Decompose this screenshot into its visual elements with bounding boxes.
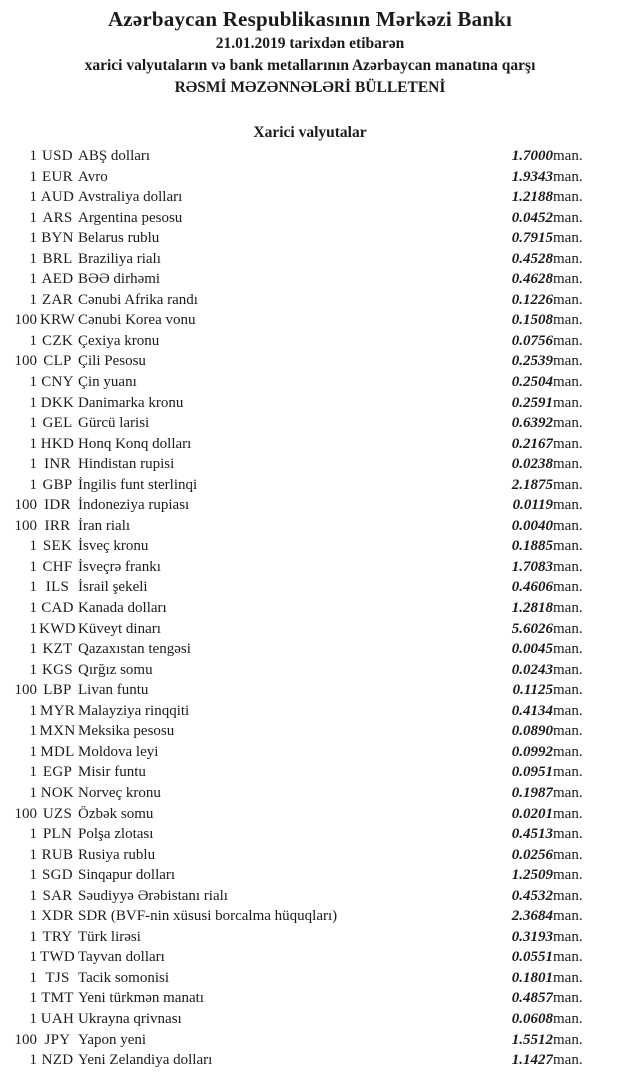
unit-label-cell: man.	[553, 291, 583, 308]
quantity-cell: 1	[29, 702, 37, 719]
currency-code-cell: AUD	[40, 189, 75, 206]
quantity-cell: 1	[29, 374, 37, 391]
unit-label-cell: man.	[553, 538, 583, 555]
unit-label-cell: man.	[553, 661, 583, 678]
currency-code-cell: MDL	[40, 743, 75, 760]
currency-row	[0, 701, 620, 722]
currency-row	[0, 598, 620, 619]
unit-label-cell: man.	[553, 908, 583, 925]
rate-value-cell: 1.9343	[511, 168, 553, 185]
currency-code-cell: PLN	[42, 826, 73, 843]
currency-code-cell: UZS	[42, 805, 73, 822]
subtitle-line: xarici valyutaların və bank metallarının Azərbaycan manatına qarşı	[84, 57, 536, 74]
currency-name-cell: Səudiyyə Ərəbistanı rialı	[78, 887, 228, 904]
quantity-cell: 1	[29, 887, 37, 904]
unit-label-cell: man.	[553, 784, 583, 801]
effective-date-line: 21.01.2019 tarixdən etibarən	[215, 35, 405, 52]
currency-name-cell: Moldova leyi	[78, 743, 159, 760]
unit-label-cell: man.	[553, 764, 583, 781]
currency-row	[0, 187, 620, 208]
unit-label-cell: man.	[553, 928, 583, 945]
currency-code-cell: KWD	[39, 620, 76, 637]
currency-name-cell: Çili Pesosu	[78, 353, 146, 370]
currency-code-cell: CHF	[42, 558, 73, 575]
currency-row	[0, 167, 620, 188]
rate-value-cell: 0.4532	[511, 887, 553, 904]
quantity-cell: 1	[29, 600, 37, 617]
currency-row	[0, 1050, 620, 1071]
unit-label-cell: man.	[553, 723, 583, 740]
unit-label-cell: man.	[553, 332, 583, 349]
currency-name-cell: Meksika pesosu	[78, 723, 175, 740]
quantity-cell: 1	[29, 476, 37, 493]
currency-row	[0, 393, 620, 414]
unit-label-cell: man.	[553, 250, 583, 267]
quantity-cell: 1	[29, 538, 37, 555]
unit-label-cell: man.	[553, 558, 583, 575]
quantity-cell: 1	[29, 826, 37, 843]
currency-row	[0, 886, 620, 907]
currency-code-cell: LBP	[43, 682, 72, 699]
currency-code-cell: NZD	[41, 1052, 74, 1069]
currency-row	[0, 906, 620, 927]
rate-value-cell: 0.0201	[511, 805, 553, 822]
unit-label-cell: man.	[553, 312, 583, 329]
unit-label-cell: man.	[553, 867, 583, 884]
quantity-cell: 1	[29, 579, 37, 596]
currency-row	[0, 208, 620, 229]
currency-name-cell: Hindistan rupisi	[78, 456, 175, 473]
quantity-cell: 1	[29, 209, 37, 226]
currency-name-cell: Kanada dolları	[78, 600, 167, 617]
currency-code-cell: CLP	[43, 353, 72, 370]
rate-value-cell: 1.2188	[511, 189, 553, 206]
unit-label-cell: man.	[553, 148, 583, 164]
unit-label-cell: man.	[553, 168, 583, 185]
section-title-foreign-currencies: Xarici valyutalar	[253, 124, 367, 141]
rate-value-cell: 0.0951	[511, 764, 553, 781]
rate-value-cell: 0.0452	[511, 209, 553, 226]
rate-value-cell: 0.1508	[511, 312, 553, 329]
currency-code-cell: IDR	[44, 497, 71, 514]
unit-label-cell: man.	[553, 620, 583, 637]
currency-name-cell: Livan funtu	[78, 682, 149, 699]
currency-row	[0, 290, 620, 311]
currency-code-cell: BYN	[41, 230, 74, 247]
rate-value-cell: 0.7915	[511, 230, 553, 247]
currency-name-cell: Sinqapur dolları	[78, 867, 176, 884]
currency-row	[0, 783, 620, 804]
quantity-cell: 1	[29, 271, 37, 288]
rate-value-cell: 0.1885	[511, 538, 553, 555]
currency-name-cell: Gürcü larisi	[78, 415, 150, 432]
quantity-cell: 1	[29, 189, 37, 206]
quantity-cell: 1	[29, 558, 37, 575]
currency-name-cell: Honq Konq dolları	[78, 435, 192, 452]
currency-code-cell: SGD	[42, 867, 73, 884]
quantity-cell: 1	[29, 250, 37, 267]
currency-code-cell: TJS	[45, 969, 70, 986]
rate-value-cell: 0.0992	[511, 743, 553, 760]
rate-value-cell: 0.0243	[511, 661, 553, 678]
currency-code-cell: KZT	[42, 641, 73, 658]
rate-value-cell: 0.0551	[511, 949, 553, 966]
rate-value-cell: 0.2504	[511, 374, 553, 391]
rate-value-cell: 1.2818	[511, 600, 553, 617]
currency-name-cell: Küveyt dinarı	[78, 620, 161, 637]
rate-value-cell: 0.4134	[511, 702, 553, 719]
unit-label-cell: man.	[553, 415, 583, 432]
unit-label-cell: man.	[553, 209, 583, 226]
currency-name-cell: İsveç kronu	[78, 538, 149, 555]
rate-value-cell: 0.1226	[511, 291, 553, 308]
currency-name-cell: BƏƏ dirhəmi	[78, 271, 161, 288]
unit-label-cell: man.	[553, 435, 583, 452]
unit-label-cell: man.	[553, 476, 583, 493]
currency-row	[0, 454, 620, 475]
unit-label-cell: man.	[553, 271, 583, 288]
rate-value-cell: 0.2167	[511, 435, 553, 452]
quantity-cell: 1	[29, 641, 37, 658]
quantity-cell: 1	[29, 908, 37, 925]
quantity-cell: 100	[14, 497, 37, 514]
quantity-cell: 1	[29, 661, 37, 678]
currency-name-cell: Misir funtu	[78, 764, 146, 781]
unit-label-cell: man.	[553, 353, 583, 370]
currency-name-cell: Çexiya kronu	[78, 332, 160, 349]
quantity-cell: 100	[14, 312, 37, 329]
quantity-cell: 100	[14, 353, 37, 370]
currency-row	[0, 762, 620, 783]
rate-value-cell: 0.0890	[511, 723, 553, 740]
quantity-cell: 1	[29, 990, 37, 1007]
quantity-cell: 100	[14, 805, 37, 822]
currency-row	[0, 516, 620, 537]
unit-label-cell: man.	[553, 394, 583, 411]
quantity-cell: 1	[29, 620, 37, 637]
quantity-cell: 100	[14, 682, 37, 699]
bank-title: Azərbaycan Respublikasının Mərkəzi Bankı	[107, 7, 513, 31]
unit-label-cell: man.	[553, 949, 583, 966]
currency-row	[0, 249, 620, 270]
rate-value-cell: 0.2591	[511, 394, 553, 411]
unit-label-cell: man.	[553, 846, 583, 863]
unit-label-cell: man.	[553, 682, 583, 699]
quantity-cell: 1	[29, 291, 37, 308]
quantity-cell: 1	[29, 168, 37, 185]
currency-row	[0, 228, 620, 249]
currency-row	[0, 660, 620, 681]
currency-name-cell: Argentina pesosu	[78, 209, 183, 226]
currency-code-cell: TWD	[39, 949, 76, 966]
unit-label-cell: man.	[553, 517, 583, 534]
currency-code-cell: SAR	[42, 887, 73, 904]
quantity-cell: 1	[29, 230, 37, 247]
quantity-cell: 1	[29, 949, 37, 966]
currency-code-cell: ILS	[45, 579, 70, 596]
currency-name-cell: ABŞ dolları	[78, 148, 151, 164]
currency-rates-table	[0, 146, 620, 1071]
rate-value-cell: 1.2509	[511, 867, 553, 884]
currency-row	[0, 557, 620, 578]
currency-name-cell: İsrail şekeli	[78, 579, 148, 596]
unit-label-cell: man.	[553, 189, 583, 206]
currency-name-cell: Cənubi Korea vonu	[78, 312, 196, 329]
unit-label-cell: man.	[553, 579, 583, 596]
quantity-cell: 1	[29, 928, 37, 945]
quantity-cell: 1	[29, 148, 37, 164]
currency-name-cell: Avstraliya dolları	[78, 189, 183, 206]
rate-value-cell: 0.3193	[511, 928, 553, 945]
currency-name-cell: Tayvan dolları	[78, 949, 165, 966]
currency-code-cell: JPY	[44, 1031, 71, 1048]
currency-name-cell: Danimarka kronu	[78, 394, 184, 411]
currency-code-cell: CNY	[41, 374, 74, 391]
currency-row	[0, 680, 620, 701]
bulletin-title-line: RƏSMİ MƏZƏNNƏLƏRİ BÜLLETENİ	[174, 79, 446, 96]
currency-row	[0, 577, 620, 598]
unit-label-cell: man.	[553, 641, 583, 658]
currency-row	[0, 351, 620, 372]
currency-row	[0, 845, 620, 866]
currency-code-cell: GBP	[42, 476, 73, 493]
unit-label-cell: man.	[553, 497, 583, 514]
currency-row	[0, 310, 620, 331]
quantity-cell: 1	[29, 743, 37, 760]
currency-code-cell: GEL	[42, 415, 73, 432]
currency-code-cell: TMT	[41, 990, 74, 1007]
unit-label-cell: man.	[553, 1052, 583, 1069]
currency-code-cell: UAH	[40, 1010, 75, 1027]
currency-code-cell: CAD	[41, 600, 74, 617]
currency-row	[0, 988, 620, 1009]
currency-name-cell: Özbək somu	[78, 805, 154, 822]
currency-name-cell: Qazaxıstan tengəsi	[78, 641, 191, 658]
rate-value-cell: 0.2539	[511, 353, 553, 370]
unit-label-cell: man.	[553, 374, 583, 391]
quantity-cell: 1	[29, 1010, 37, 1027]
currency-code-cell: MYR	[39, 702, 76, 719]
currency-name-cell: İndoneziya rupiası	[78, 497, 190, 514]
currency-row	[0, 619, 620, 640]
currency-row	[0, 372, 620, 393]
currency-code-cell: EGP	[42, 764, 73, 781]
currency-rates-table-body	[0, 146, 620, 1071]
currency-name-cell: Çin yuanı	[78, 374, 137, 391]
quantity-cell: 1	[29, 723, 37, 740]
currency-name-cell: Polşa zlotası	[78, 826, 154, 843]
currency-code-cell: INR	[44, 456, 71, 473]
currency-code-cell: RUB	[41, 846, 74, 863]
quantity-cell: 1	[29, 332, 37, 349]
currency-row	[0, 434, 620, 455]
unit-label-cell: man.	[553, 805, 583, 822]
rate-value-cell: 0.1987	[511, 784, 553, 801]
currency-row	[0, 495, 620, 516]
quantity-cell: 1	[29, 867, 37, 884]
currency-row	[0, 1030, 620, 1051]
unit-label-cell: man.	[553, 600, 583, 617]
unit-label-cell: man.	[553, 887, 583, 904]
rate-value-cell: 0.0608	[511, 1010, 553, 1027]
currency-row	[0, 742, 620, 763]
currency-code-cell: XDR	[41, 908, 74, 925]
currency-code-cell: CZK	[42, 332, 73, 349]
currency-name-cell: Malayziya rinqqiti	[78, 702, 190, 719]
currency-code-cell: SEK	[42, 538, 73, 555]
currency-row	[0, 475, 620, 496]
rate-value-cell: 0.0040	[511, 517, 553, 534]
currency-row	[0, 947, 620, 968]
rate-value-cell: 0.0119	[512, 497, 553, 514]
quantity-cell: 1	[29, 415, 37, 432]
currency-code-cell: ZAR	[42, 291, 73, 308]
currency-row	[0, 865, 620, 886]
currency-name-cell: SDR (BVF-nin xüsusi borcalma hüquqları)	[78, 908, 338, 925]
unit-label-cell: man.	[553, 826, 583, 843]
quantity-cell: 1	[29, 456, 37, 473]
rate-value-cell: 0.4606	[511, 579, 553, 596]
rate-value-cell: 0.6392	[511, 415, 553, 432]
currency-code-cell: USD	[42, 148, 73, 164]
rate-value-cell: 2.1875	[511, 476, 553, 493]
quantity-cell: 1	[29, 846, 37, 863]
rate-value-cell: 2.3684	[511, 908, 553, 925]
rate-value-cell: 1.1427	[511, 1052, 553, 1069]
rate-value-cell: 0.1801	[511, 969, 553, 986]
currency-name-cell: Avro	[78, 168, 108, 185]
rate-value-cell: 1.7083	[511, 558, 553, 575]
quantity-cell: 1	[29, 784, 37, 801]
currency-name-cell: Cənubi Afrika randı	[78, 291, 198, 308]
currency-code-cell: MXN	[39, 723, 76, 740]
quantity-cell: 1	[29, 435, 37, 452]
currency-name-cell: Yapon yeni	[78, 1031, 147, 1048]
rate-value-cell: 0.4628	[511, 271, 553, 288]
unit-label-cell: man.	[553, 969, 583, 986]
currency-name-cell: Yeni Zelandiya dolları	[78, 1052, 213, 1069]
currency-code-cell: KRW	[39, 312, 76, 329]
currency-row	[0, 413, 620, 434]
unit-label-cell: man.	[553, 702, 583, 719]
currency-code-cell: BRL	[42, 250, 73, 267]
unit-label-cell: man.	[553, 1010, 583, 1027]
currency-name-cell: Belarus rublu	[78, 230, 160, 247]
rate-value-cell: 0.1125	[512, 682, 553, 699]
currency-name-cell: Tacik somonisi	[78, 969, 170, 986]
currency-row	[0, 146, 620, 167]
currency-name-cell: Yeni türkmən manatı	[78, 990, 204, 1007]
quantity-cell: 1	[29, 394, 37, 411]
currency-name-cell: Ukrayna qrivnası	[78, 1010, 182, 1027]
rate-value-cell: 0.0256	[511, 846, 553, 863]
rate-value-cell: 0.4857	[511, 990, 553, 1007]
quantity-cell: 100	[14, 517, 37, 534]
rate-value-cell: 0.0238	[511, 456, 553, 473]
unit-label-cell: man.	[553, 990, 583, 1007]
rate-value-cell: 0.4513	[511, 826, 553, 843]
rate-value-cell: 5.6026	[511, 620, 553, 637]
currency-name-cell: Norveç kronu	[78, 784, 161, 801]
quantity-cell: 100	[14, 1031, 37, 1048]
rate-value-cell: 0.4528	[511, 250, 553, 267]
currency-name-cell: Rusiya rublu	[78, 846, 156, 863]
unit-label-cell: man.	[553, 230, 583, 247]
currency-row	[0, 331, 620, 352]
currency-row	[0, 804, 620, 825]
currency-name-cell: Qırğız somu	[78, 661, 153, 678]
currency-code-cell: HKD	[40, 435, 75, 452]
currency-row	[0, 824, 620, 845]
rate-value-cell: 0.0045	[511, 641, 553, 658]
rate-value-cell: 1.5512	[511, 1031, 553, 1048]
currency-name-cell: İsveçrə frankı	[78, 558, 161, 575]
currency-code-cell: KGS	[42, 661, 73, 678]
bulletin-header	[0, 0, 620, 99]
currency-code-cell: IRR	[44, 517, 71, 534]
currency-code-cell: NOK	[40, 784, 75, 801]
quantity-cell: 1	[29, 1052, 37, 1069]
currency-row	[0, 927, 620, 948]
unit-label-cell: man.	[553, 456, 583, 473]
currency-code-cell: DKK	[40, 394, 75, 411]
currency-name-cell: İngilis funt sterlinqi	[78, 476, 198, 493]
currency-code-cell: ARS	[42, 209, 73, 226]
currency-row	[0, 639, 620, 660]
rate-value-cell: 0.0756	[511, 332, 553, 349]
quantity-cell: 1	[29, 969, 37, 986]
unit-label-cell: man.	[553, 1031, 583, 1048]
quantity-cell: 1	[29, 764, 37, 781]
currency-row	[0, 1009, 620, 1030]
currency-row	[0, 269, 620, 290]
currency-name-cell: Türk lirəsi	[78, 928, 141, 945]
currency-name-cell: İran rialı	[78, 517, 131, 534]
currency-row	[0, 536, 620, 557]
rate-value-cell: 1.7000	[511, 148, 553, 164]
currency-name-cell: Braziliya rialı	[78, 250, 161, 267]
currency-code-cell: TRY	[42, 928, 73, 945]
currency-row	[0, 721, 620, 742]
currency-code-cell: EUR	[42, 168, 73, 185]
currency-row	[0, 968, 620, 989]
unit-label-cell: man.	[553, 743, 583, 760]
currency-code-cell: AED	[41, 271, 74, 288]
